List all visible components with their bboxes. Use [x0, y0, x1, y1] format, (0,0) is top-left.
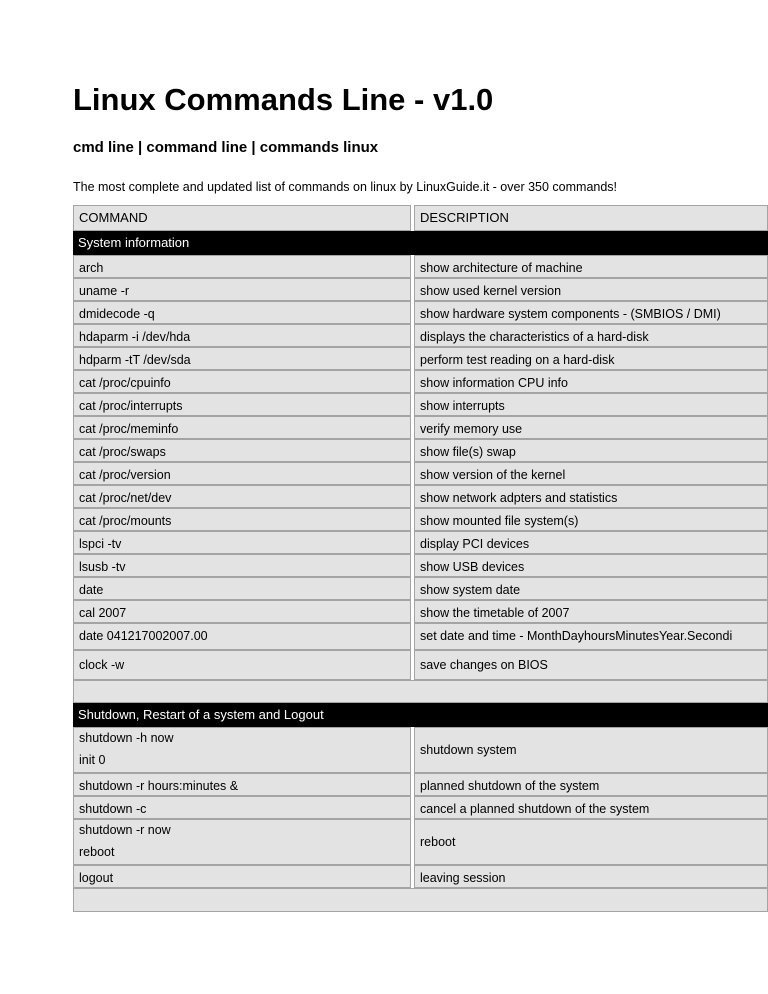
table-row: [73, 796, 768, 819]
commands-table: [73, 205, 768, 912]
description-cell: show version of the kernel: [414, 462, 768, 485]
document-intro: The most complete and updated list of commands on linux by LinuxGuide.it - over 350 commands!: [73, 180, 618, 194]
command-line: init 0: [79, 753, 106, 767]
table-row: [73, 600, 768, 623]
table-row: [73, 577, 768, 600]
description-cell: show system date: [414, 577, 768, 600]
column-header-description: DESCRIPTION: [414, 205, 768, 231]
command-cell: lspci -tv: [73, 531, 411, 554]
table-row: [73, 531, 768, 554]
document-title: Linux Commands Line - v1.0: [73, 82, 494, 117]
command-line: shutdown -r now: [79, 823, 171, 837]
command-cell: date 041217002007.00: [73, 623, 411, 650]
description-cell: cancel a planned shutdown of the system: [414, 796, 768, 819]
command-cell: cat /proc/version: [73, 462, 411, 485]
table-row: [73, 485, 768, 508]
command-cell: cat /proc/swaps: [73, 439, 411, 462]
table-row: [73, 623, 768, 650]
table-row: [73, 819, 768, 865]
command-cell: cat /proc/interrupts: [73, 393, 411, 416]
command-cell: hdparm -tT /dev/sda: [73, 347, 411, 370]
table-row: [73, 554, 768, 577]
command-cell: arch: [73, 255, 411, 278]
section-header-shutdown-restart-logout: Shutdown, Restart of a system and Logout: [73, 703, 768, 727]
command-cell: [73, 819, 411, 865]
description-cell: save changes on BIOS: [414, 650, 768, 680]
section-header-system-information: System information: [73, 231, 768, 255]
command-cell: uname -r: [73, 278, 411, 301]
table-spacer-row: [73, 680, 768, 703]
command-cell: shutdown -r hours:minutes &: [73, 773, 411, 796]
description-cell: set date and time - MonthDayhoursMinutesYear.Secondi: [414, 623, 768, 650]
description-cell: show used kernel version: [414, 278, 768, 301]
description-cell: leaving session: [414, 865, 768, 888]
table-row: [73, 462, 768, 485]
description-cell: show interrupts: [414, 393, 768, 416]
table-row: [73, 393, 768, 416]
table-spacer-row: [73, 888, 768, 912]
table-row: [73, 347, 768, 370]
table-row: [73, 416, 768, 439]
table-row: [73, 301, 768, 324]
table-row: [73, 865, 768, 888]
table-header-row: [73, 205, 768, 231]
description-cell: displays the characteristics of a hard-disk: [414, 324, 768, 347]
command-cell: cat /proc/cpuinfo: [73, 370, 411, 393]
command-cell: [73, 727, 411, 773]
command-cell: dmidecode -q: [73, 301, 411, 324]
table-row: [73, 324, 768, 347]
command-cell: clock -w: [73, 650, 411, 680]
command-cell: cat /proc/net/dev: [73, 485, 411, 508]
command-cell: cal 2007: [73, 600, 411, 623]
table-row: [73, 370, 768, 393]
description-cell: verify memory use: [414, 416, 768, 439]
description-cell: show architecture of machine: [414, 255, 768, 278]
command-cell: cat /proc/mounts: [73, 508, 411, 531]
command-line: shutdown -h now: [79, 731, 174, 745]
column-header-command: COMMAND: [73, 205, 411, 231]
description-cell: show mounted file system(s): [414, 508, 768, 531]
description-cell: show file(s) swap: [414, 439, 768, 462]
description-cell: show hardware system components - (SMBIOS / DMI): [414, 301, 768, 324]
command-cell: logout: [73, 865, 411, 888]
description-cell: show information CPU info: [414, 370, 768, 393]
description-cell: show network adpters and statistics: [414, 485, 768, 508]
table-row: [73, 508, 768, 531]
table-row: [73, 255, 768, 278]
description-cell: display PCI devices: [414, 531, 768, 554]
description-cell: reboot: [414, 819, 768, 865]
description-cell: show USB devices: [414, 554, 768, 577]
table-row: [73, 278, 768, 301]
command-cell: lsusb -tv: [73, 554, 411, 577]
table-row: [73, 727, 768, 773]
description-cell: planned shutdown of the system: [414, 773, 768, 796]
table-row: [73, 773, 768, 796]
table-row: [73, 650, 768, 680]
command-cell: date: [73, 577, 411, 600]
description-cell: show the timetable of 2007: [414, 600, 768, 623]
command-cell: cat /proc/meminfo: [73, 416, 411, 439]
command-cell: shutdown -c: [73, 796, 411, 819]
table-row: [73, 439, 768, 462]
command-cell: hdaparm -i /dev/hda: [73, 324, 411, 347]
description-cell: shutdown system: [414, 727, 768, 773]
document-subtitle: cmd line | command line | commands linux: [73, 139, 379, 156]
command-line: reboot: [79, 845, 115, 859]
description-cell: perform test reading on a hard-disk: [414, 347, 768, 370]
